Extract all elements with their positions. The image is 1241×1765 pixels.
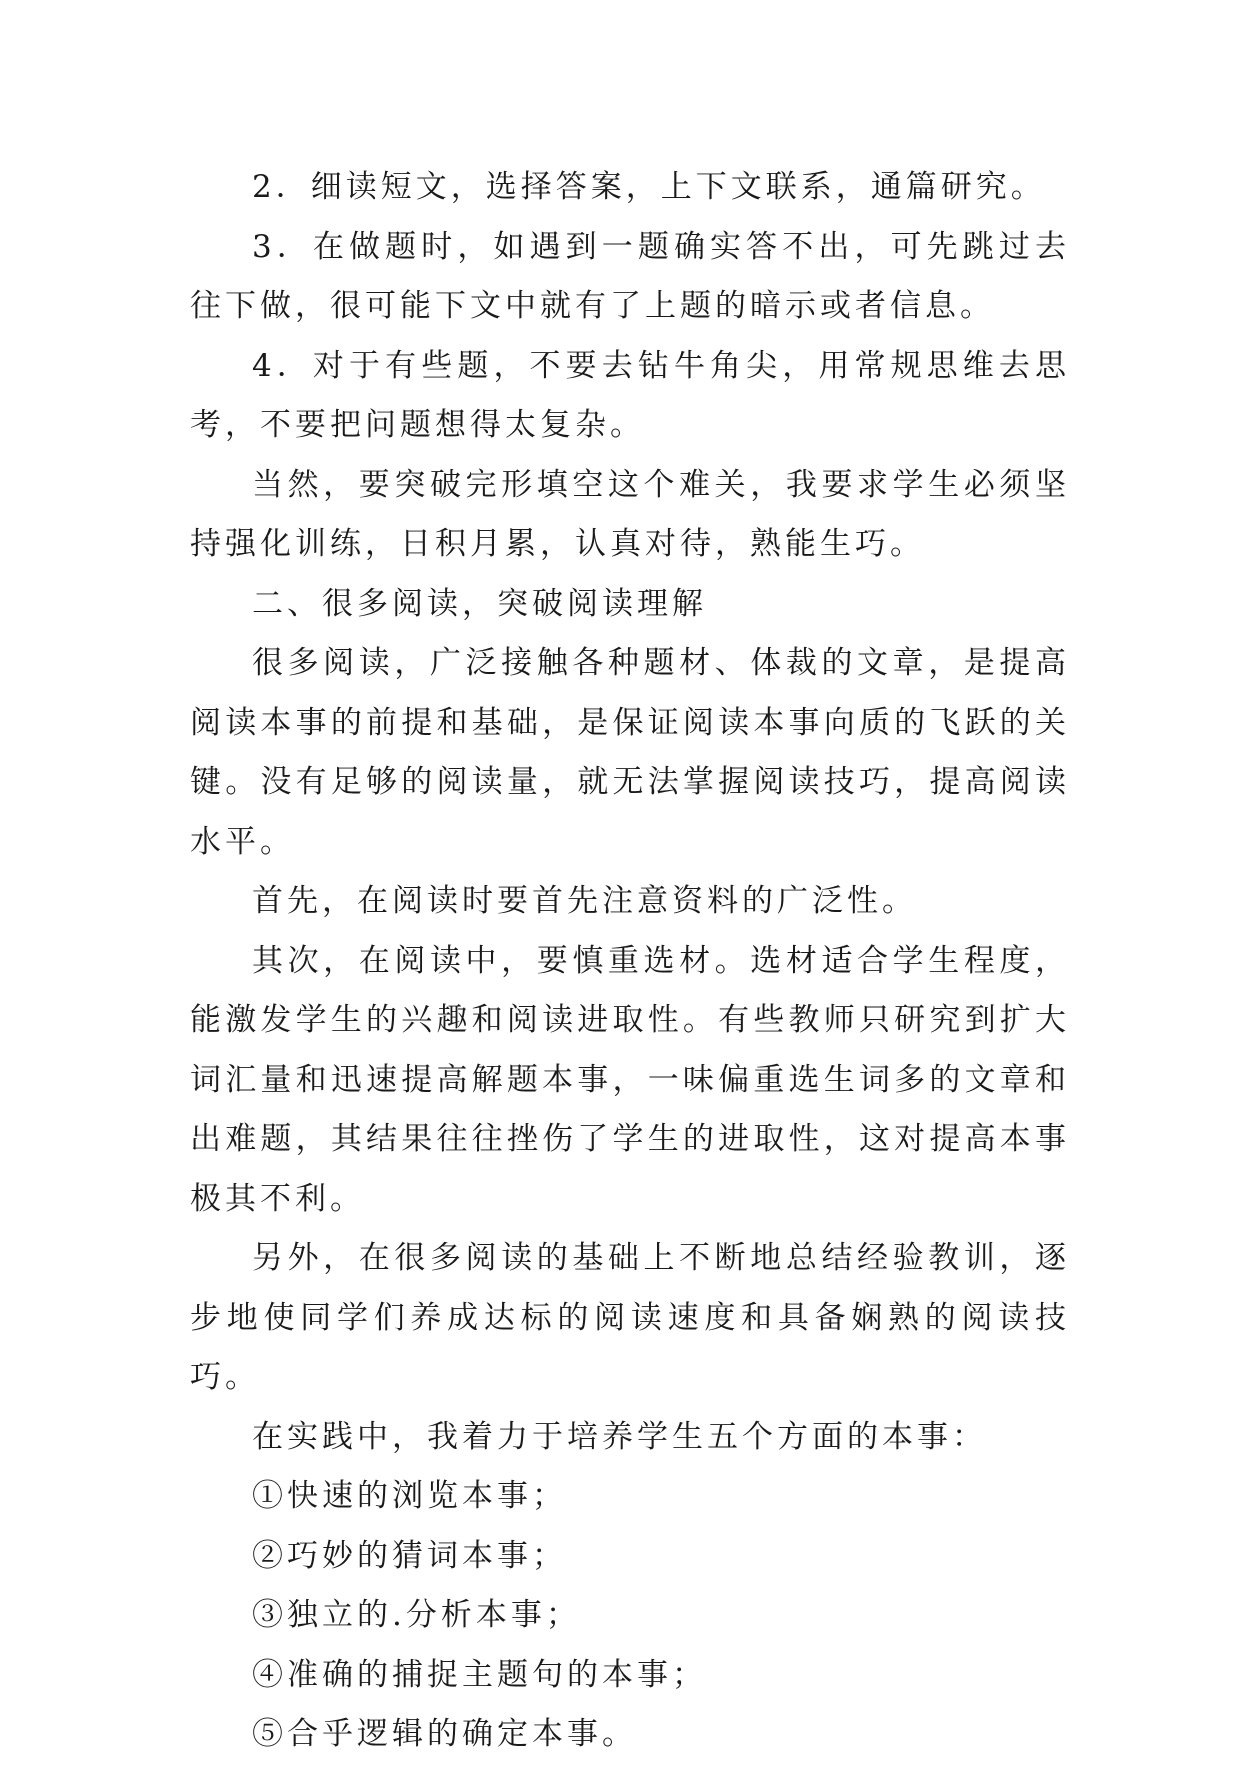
paragraph-additionally: 另外，在很多阅读的基础上不断地总结经验教训，逐步地使同学们养成达标的阅读速度和具备娴熟的阅读技巧。 <box>190 1240 1070 1395</box>
paragraph-tip-2: 2．细读短文，选择答案，上下文联系，通篇研究。 <box>252 169 1046 205</box>
paragraph-first: 首先，在阅读时要首先注意资料的广泛性。 <box>252 883 917 919</box>
section-heading-reading: 二、很多阅读，突破阅读理解 <box>252 585 707 622</box>
list-item-skill-4: ④准确的捕捉主题句的本事； <box>252 1656 707 1693</box>
list-item-skill-1: ①快速的浏览本事； <box>252 1478 567 1514</box>
paragraph-tip-3: 3．在做题时，如遇到一题确实答不出，可先跳过去往下做，很可能下文中就有了上题的暗示或者信息。 <box>190 228 1070 324</box>
paragraph-cloze-summary: 当然，要突破完形填空这个难关，我要求学生必须坚持强化训练，日积月累，认真对待，熟能生巧。 <box>190 466 1070 562</box>
paragraph-second: 其次，在阅读中，要慎重选材。选材适合学生程度，能激发学生的兴趣和阅读进取性。有些教师只研究到扩大词汇量和迅速提高解题本事，一味偏重选生词多的文章和出难题，其结果往往挫伤了学生的进取性，这对提高本事极其不利。 <box>190 942 1070 1217</box>
paragraph-practice: 在实践中，我着力于培养学生五个方面的本事： <box>252 1418 987 1455</box>
list-item-skill-3: ③独立的.分析本事； <box>252 1597 581 1633</box>
list-item-skill-2: ②巧妙的猜词本事； <box>252 1537 567 1574</box>
paragraph-reading-intro: 很多阅读，广泛接触各种题材、体裁的文章，是提高阅读本事的前提和基础，是保证阅读本事向质的飞跃的关键。没有足够的阅读量，就无法掌握阅读技巧，提高阅读水平。 <box>190 645 1070 860</box>
document-body <box>190 158 1070 1765</box>
paragraph-tip-4: 4．对于有些题，不要去钻牛角尖，用常规思维去思考，不要把问题想得太复杂。 <box>190 347 1070 443</box>
list-item-skill-5: ⑤合乎逻辑的确定本事。 <box>252 1716 637 1752</box>
